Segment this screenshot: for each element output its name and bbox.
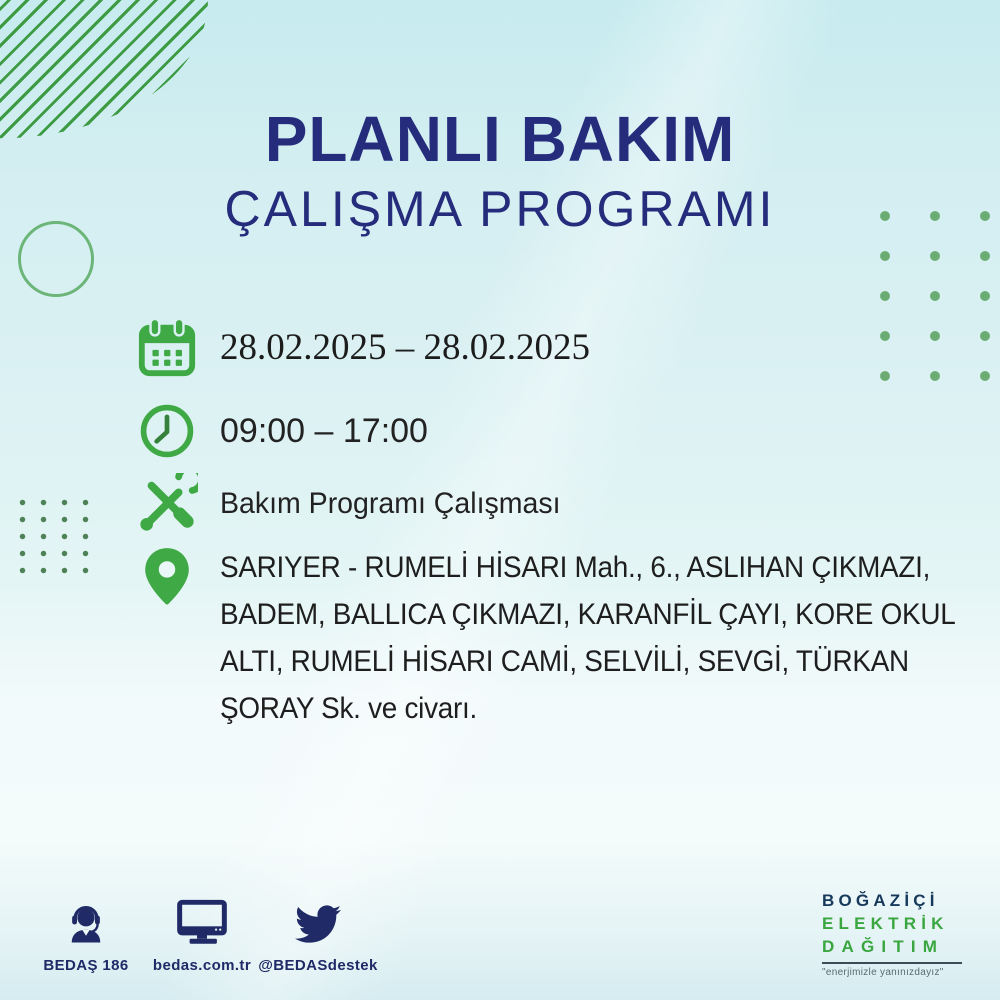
location-pin-icon [134,544,200,622]
date-range-text: 28.02.2025 – 28.02.2025 [220,326,590,368]
footer-contacts [28,897,376,974]
logo-line-dagitim: DAĞITIM [822,937,945,956]
work-type-text: Bakım Programı Çalışması [220,487,561,520]
support-agent-icon [62,897,110,947]
time-range-text: 09:00 – 17:00 [220,411,428,450]
tools-icon [134,473,200,535]
contact-call-center-label: BEDAŞ 186 [43,957,129,974]
monitor-icon [175,897,229,947]
contact-website [144,897,260,974]
work-type-row [134,470,578,538]
contact-call-center [28,897,144,974]
logo-tagline: "enerjimizle yanınızdayız" [822,967,944,978]
logo-line-elektrik: ELEKTRİK [822,914,949,933]
contact-website-label: bedas.com.tr [152,957,252,974]
date-row [134,310,590,384]
contact-twitter-label: @BEDASdestek [258,957,378,974]
bedas-logo [822,889,974,978]
clock-icon [134,401,200,461]
twitter-icon [292,897,344,947]
calendar-icon [134,316,200,378]
contact-twitter [260,897,376,974]
time-row [134,398,428,464]
poster-title: PLANLI BAKIM [264,103,736,175]
location-text: SARIYER - RUMELİ HİSARI Mah., 6., ASLIHAN ÇIKMAZI, BADEM, BALLICA ÇIKMAZI, KARANFİL ÇAYI, KORE OKUL ALTI, RUMELİ HİSARI CAMİ, SELVİLİ, SEVGİ, TÜRKAN ŞORAY Sk. ve civarı. [220,551,955,725]
logo-line-bogazici: BOĞAZİÇİ [822,891,939,910]
poster-subtitle: ÇALIŞMA PROGRAMI [224,181,776,237]
dot-grid-left-decoration [12,494,98,580]
location-row [134,544,1000,732]
logo-divider [822,962,962,964]
